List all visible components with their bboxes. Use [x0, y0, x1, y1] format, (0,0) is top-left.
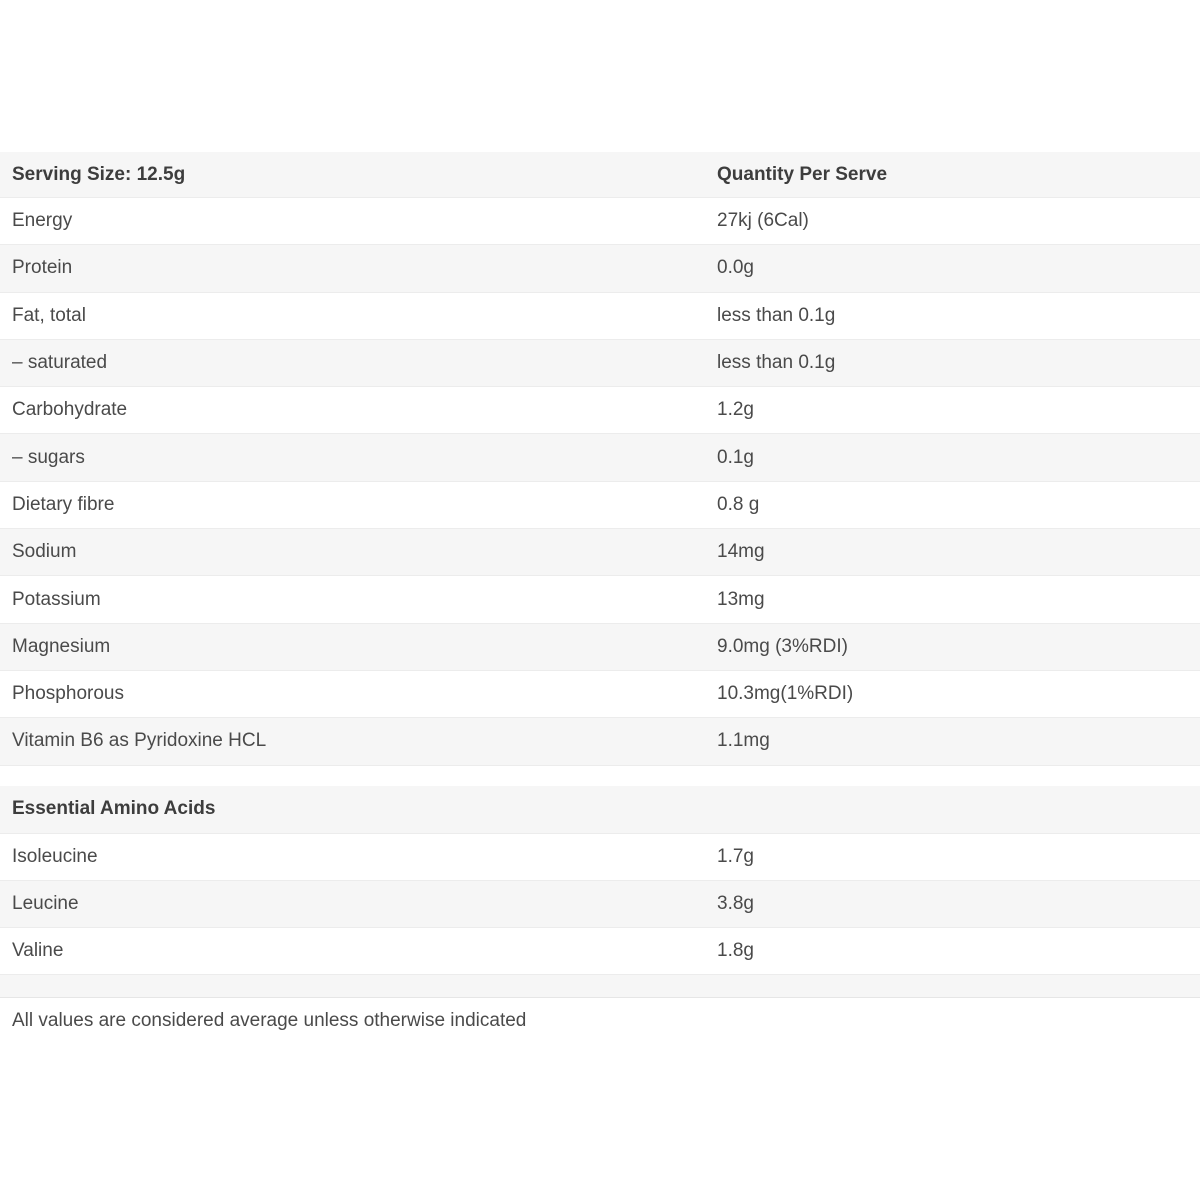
serving-size-label: Serving Size: 12.5g: [12, 163, 186, 185]
nutrient-name: Energy: [12, 210, 73, 232]
amino-acids-heading: Essential Amino Acids: [12, 798, 216, 820]
nutrient-qty: 27kj (6Cal): [717, 210, 809, 232]
table-row: [0, 293, 1200, 340]
table-header: [0, 152, 1200, 198]
table-row: [0, 387, 1200, 434]
table-row: [0, 198, 1200, 245]
table-row: [0, 529, 1200, 576]
amino-name: Leucine: [12, 893, 79, 914]
table-row: [0, 245, 1200, 292]
section-divider: [0, 766, 1200, 786]
nutrient-name: Carbohydrate: [12, 399, 128, 421]
quantity-header: Quantity Per Serve: [717, 163, 888, 185]
nutrient-name: Protein: [12, 257, 73, 279]
nutrient-qty: 0.1g: [717, 446, 754, 468]
nutrient-name: Fat, total: [12, 304, 86, 326]
amino-qty: 1.8g: [717, 940, 754, 962]
nutrient-name: Dietary fibre: [12, 493, 115, 515]
nutrient-name: Phosphorous: [12, 683, 124, 705]
table-row: [0, 671, 1200, 718]
nutrient-qty: 13mg: [717, 588, 765, 610]
nutrient-name: – saturated: [12, 352, 108, 374]
footnote: All values are considered average unless otherwise indicated: [0, 998, 1200, 1044]
table-row: [0, 340, 1200, 387]
nutrient-name: Magnesium: [12, 635, 111, 657]
table-row: [0, 576, 1200, 623]
nutrient-qty: 0.8 g: [717, 493, 760, 515]
nutrient-qty: 0.0g: [717, 257, 754, 279]
nutrient-qty: less than 0.1g: [717, 304, 836, 326]
nutrient-qty: 14mg: [717, 541, 765, 563]
nutrient-qty: 9.0mg (3%RDI): [717, 635, 848, 657]
nutrition-panel: [0, 152, 1200, 1044]
table-row: [0, 834, 1200, 881]
table-row: [0, 881, 1200, 928]
table-row: [0, 928, 1200, 975]
amino-qty: 3.8g: [717, 893, 754, 914]
amino-name: Isoleucine: [12, 845, 98, 867]
nutrient-qty: 10.3mg(1%RDI): [717, 683, 854, 705]
amino-qty: 1.7g: [717, 845, 754, 867]
table-row: [0, 624, 1200, 671]
section-divider: [0, 975, 1200, 998]
nutrient-qty: less than 0.1g: [717, 352, 836, 374]
table-row: [0, 482, 1200, 529]
table-row: [0, 434, 1200, 481]
amino-name: Valine: [12, 940, 64, 962]
nutrient-name: Sodium: [12, 541, 77, 563]
table-row: [0, 718, 1200, 765]
nutrient-qty: 1.2g: [717, 399, 754, 421]
nutrient-name: Vitamin B6 as Pyridoxine HCL: [12, 730, 267, 752]
amino-acids-heading-row: [0, 786, 1200, 834]
nutrient-name: Potassium: [12, 588, 101, 610]
nutrient-qty: 1.1mg: [717, 730, 770, 752]
nutrient-name: – sugars: [12, 446, 85, 468]
